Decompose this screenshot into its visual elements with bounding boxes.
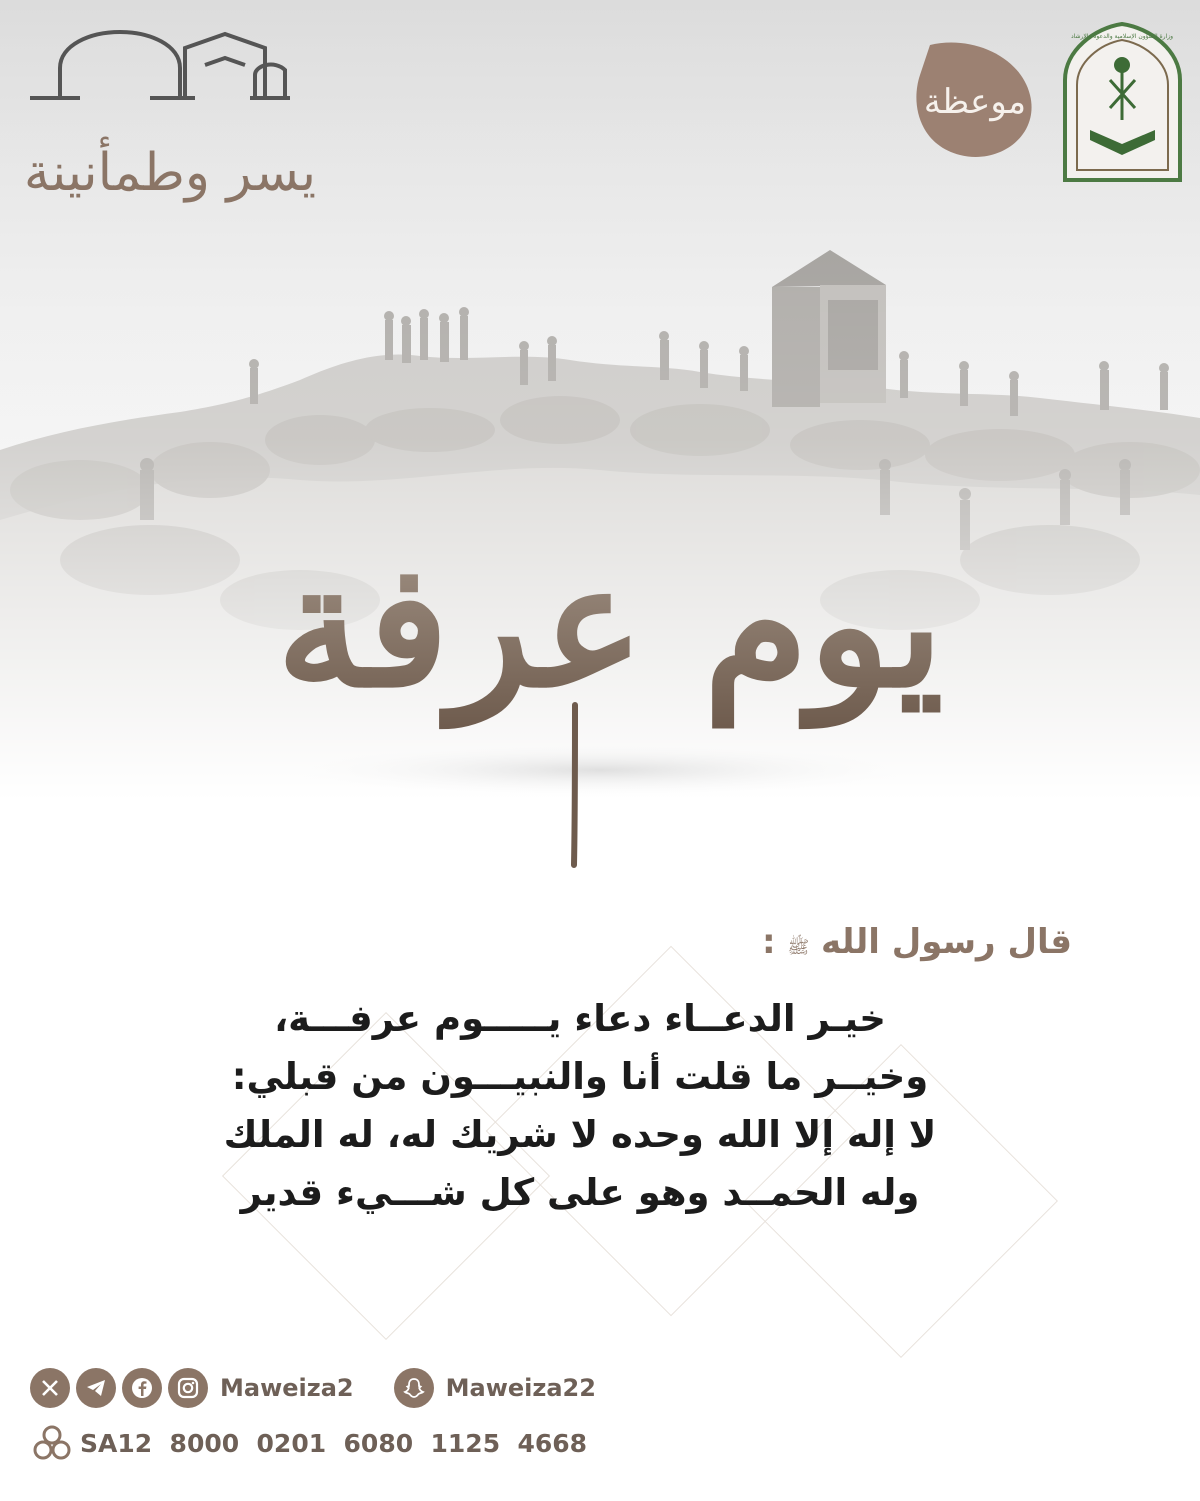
hadith-line: خيـر الدعــاء دعاء يـــــوم عرفـــة،: [274, 997, 886, 1040]
social-handle[interactable]: Maweiza2: [220, 1374, 354, 1402]
hadith-line: لا إله إلا الله وحده لا شريك له، له الملك: [223, 1113, 937, 1156]
svg-text:يسر وطمأنينة: يسر وطمأنينة: [23, 143, 317, 203]
x-icon[interactable]: [30, 1368, 70, 1408]
bank-icon: [30, 1423, 74, 1463]
campaign-logo: [20, 20, 320, 220]
instagram-icon[interactable]: [168, 1368, 208, 1408]
hadith-line: وله الحمــد وهو على كل شـــيء قدير: [240, 1171, 920, 1214]
hadith-text: [160, 990, 1000, 1222]
quote-colon: :: [762, 922, 776, 962]
svg-text:موعظة: موعظة: [923, 82, 1027, 122]
svg-text:وزارة الشؤون الإسلامية والدعوة: وزارة الشؤون الإسلامية والدعوة والإرشاد: [1070, 33, 1174, 40]
salawat-glyph: ﷺ: [787, 937, 810, 958]
hadith-line: وخيــر ما قلت أنا والنبيـــون من قبلي:: [231, 1055, 929, 1098]
iban-number[interactable]: SA12 8000 0201 6080 1125 4668: [80, 1428, 588, 1458]
quote-intro-text: قال رسول الله: [821, 922, 1072, 962]
brand-calligraphy-logo: [900, 25, 1050, 175]
snapchat-icon[interactable]: [394, 1368, 434, 1408]
social-row: [30, 1367, 596, 1409]
quote-intro: [372, 922, 1072, 962]
facebook-icon[interactable]: [122, 1368, 162, 1408]
title-calligraphy: [276, 395, 944, 875]
svg-text:يوم عرفة: يوم عرفة: [276, 526, 944, 726]
snapchat-handle[interactable]: Maweiza22: [445, 1374, 596, 1402]
telegram-icon[interactable]: [76, 1368, 116, 1408]
iban-row: [30, 1422, 587, 1464]
ministry-emblem: [1055, 20, 1190, 185]
